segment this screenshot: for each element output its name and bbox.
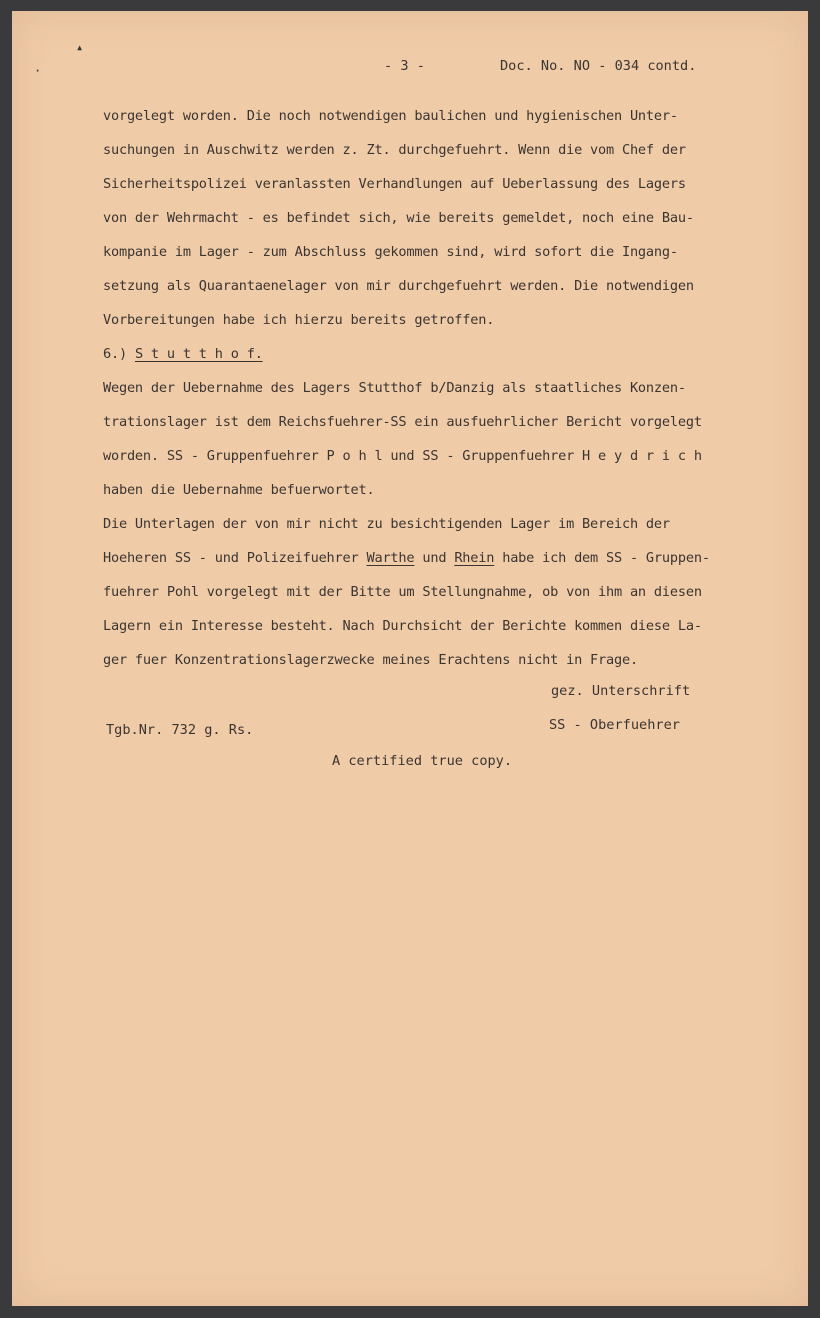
- text-line: von der Wehrmacht - es befindet sich, wie bereits gemeldet, noch eine Bau-: [103, 210, 694, 226]
- page-number: - 3 -: [384, 58, 425, 74]
- text-line: trationslager ist dem Reichsfuehrer-SS ein ausfuehrlicher Bericht vorgelegt: [103, 414, 702, 430]
- text-line: [103, 550, 743, 566]
- underlined-word-rhein: Rhein: [454, 550, 495, 566]
- text-line: Lagern ein Interesse besteht. Nach Durchsicht der Berichte kommen diese La-: [103, 618, 702, 634]
- text-line: suchungen in Auschwitz werden z. Zt. durchgefuehrt. Wenn die vom Chef der: [103, 142, 686, 158]
- text-line: ger fuer Konzentrationslagerzwecke meines Erachtens nicht in Frage.: [103, 652, 638, 668]
- certification-note: A certified true copy.: [332, 753, 513, 769]
- text-line: fuehrer Pohl vorgelegt mit der Bitte um Stellungnahme, ob von ihm an diesen: [103, 584, 702, 600]
- text-line: Vorbereitungen habe ich hierzu bereits getroffen.: [103, 312, 495, 328]
- text-line: Wegen der Uebernahme des Lagers Stutthof b/Danzig als staatliches Konzen-: [103, 380, 686, 396]
- signature-title: SS - Oberfuehrer: [549, 717, 680, 733]
- text-line: worden. SS - Gruppenfuehrer P o h l und SS - Gruppenfuehrer H e y d r i c h: [103, 448, 702, 464]
- ink-speck: ·: [34, 64, 42, 78]
- document-reference: Doc. No. NO - 034 contd.: [500, 58, 697, 74]
- text-line: kompanie im Lager - zum Abschluss gekommen sind, wird sofort die Ingang-: [103, 244, 678, 260]
- text-line: vorgelegt worden. Die noch notwendigen baulichen und hygienischen Unter-: [103, 108, 678, 124]
- section-heading: [103, 346, 743, 362]
- underlined-word-warthe: Warthe: [366, 550, 415, 566]
- text-fragment: und: [414, 550, 455, 566]
- text-line: setzung als Quarantaenelager von mir durchgefuehrt werden. Die notwendigen: [103, 278, 694, 294]
- section-number: 6.): [103, 346, 127, 362]
- reference-number: Tgb.Nr. 732 g. Rs.: [106, 722, 254, 738]
- signature-line: gez. Unterschrift: [551, 683, 691, 699]
- text-fragment: habe ich dem SS - Gruppen-: [494, 550, 710, 566]
- text-line: haben die Uebernahme befuerwortet.: [103, 482, 375, 498]
- text-line: Die Unterlagen der von mir nicht zu besichtigenden Lager im Bereich der: [103, 516, 670, 532]
- text-fragment: Hoeheren SS - und Polizeifuehrer: [103, 550, 367, 566]
- ink-speck: ▴: [76, 40, 84, 54]
- section-title: S t u t t h o f.: [134, 346, 263, 362]
- text-line: Sicherheitspolizei veranlassten Verhandlungen auf Ueberlassung des Lagers: [103, 176, 686, 192]
